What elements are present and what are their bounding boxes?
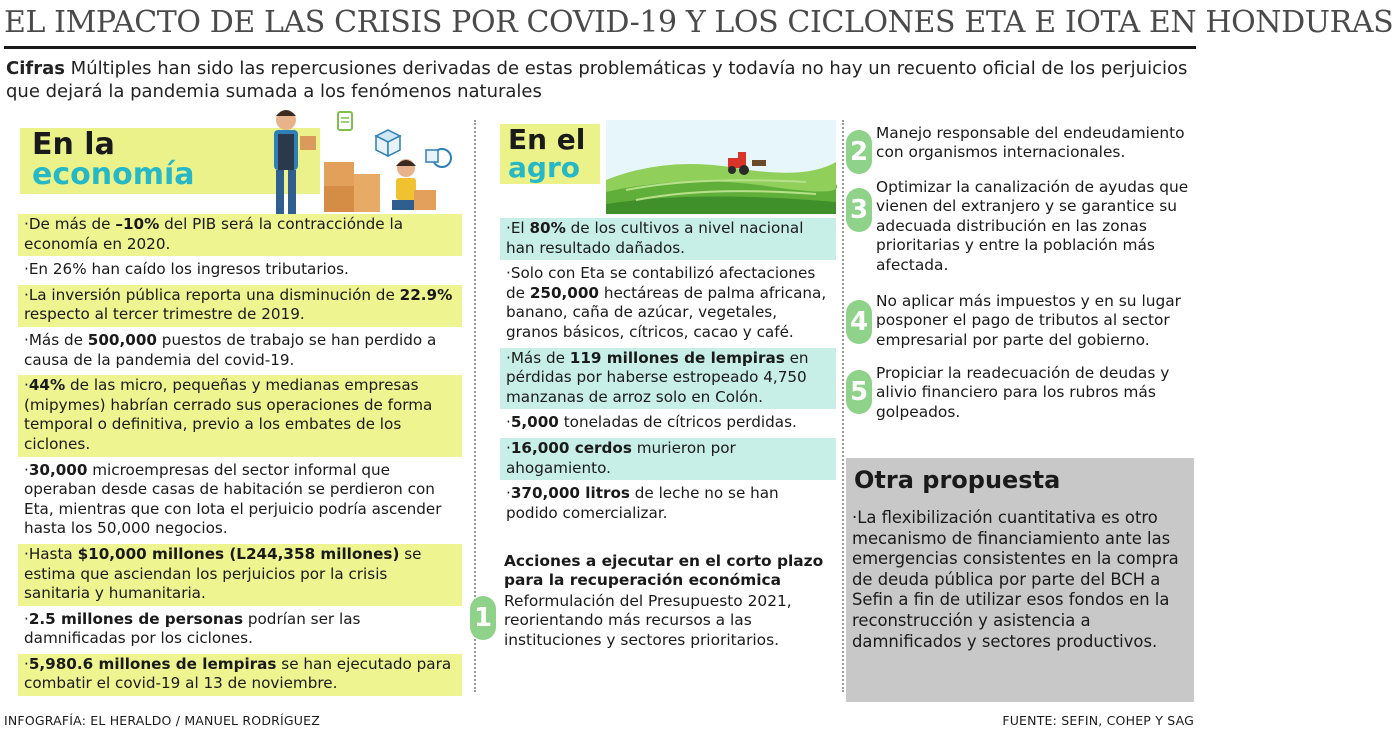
agro-heading-bottom: agro [508, 151, 580, 184]
title-rule [4, 46, 1196, 49]
list-item: ·En 26% han caído los ingresos tributarios. [24, 260, 349, 279]
subtitle-lead: Cifras [6, 58, 65, 79]
actions-heading: Acciones a ejecutar en el corto plazo para la recuperación económica [504, 552, 824, 589]
tractor-field-illustration [606, 120, 836, 214]
agro-heading [500, 124, 600, 184]
otra-propuesta-title: Otra propuesta [854, 466, 1061, 494]
list-item: ·16,000 cerdos murieron por ahogamiento. [500, 438, 836, 480]
list-item: ·5,000 toneladas de cítricos perdidas. [506, 413, 797, 432]
list-item: ·Más de 500,000 puestos de trabajo se han perdido a causa de la pandemia del covid-19. [24, 330, 437, 369]
list-item: ·5,980.6 millones de lempiras se han ejecutado para combatir el covid-19 al 13 de noviembre. [18, 654, 462, 696]
economia-list [18, 214, 462, 699]
economia-heading-bottom: economía [32, 157, 195, 192]
list-item: ·La inversión pública reporta una disminución de 22.9% respecto al tercer trimestre de 2019. [18, 285, 462, 327]
list-item: ·30,000 microempresas del sector informal que operaban desde casas de habitación se perdieron con Eta, mientras que con Iota el perjuicio podría ascender hasta los 50,000 negocios. [24, 460, 442, 538]
economia-heading-top: En la [32, 127, 115, 162]
action-number-5: 5 [846, 370, 872, 414]
footer-credit: INFOGRAFÍA: EL HERALDO / MANUEL RODRÍGUEZ [4, 713, 321, 728]
list-item: ·Más de 119 millones de lempiras en pérdidas por haberse estropeado 4,750 manzanas de arroz solo en Colón. [500, 348, 836, 410]
action-text-3: Optimizar la canalización de ayudas que vienen del extranjero y se garantice su adecuada distribución en las zonas prioritarias y entre la población más afectada. [876, 178, 1189, 274]
subtitle [6, 57, 1196, 103]
footer-source: FUENTE: SEFIN, COHEP Y SAG [1002, 713, 1194, 728]
list-item: ·De más de –10% del PIB será la contracciónde la economía en 2020. [18, 214, 462, 256]
list-item: ·2.5 millones de personas podrían ser las damnificadas por los ciclones. [24, 609, 361, 648]
list-item: ·370,000 litros de leche no se han podido comercializar. [506, 484, 779, 522]
action-number-2: 2 [846, 130, 872, 174]
workers-boxes-illustration [256, 106, 466, 226]
action-text-4: No aplicar más impuestos y en su lugar posponer el pago de tributos al sector empresarial por parte del gobierno. [876, 292, 1182, 349]
agro-list [500, 218, 836, 528]
otra-propuesta-panel [846, 458, 1194, 702]
otra-propuesta-text: ·La flexibilización cuantitativa es otro mecanismo de financiamiento ante las emergencias consistentes en la compra de deuda pública por parte del BCH a Sefin a fin de utilizar esos fondos en la reconstrucción y asistencia a damnificados y sectores productivos. [852, 508, 1179, 651]
action-number-1: 1 [470, 596, 496, 640]
subtitle-text: Múltiples han sido las repercusiones derivadas de estas problemáticas y todavía no hay un recuento oficial de los perjuicios que dejará la pandemia sumada a los fenómenos naturales [6, 58, 1188, 102]
list-item: ·El 80% de los cultivos a nivel nacional han resultado dañados. [500, 218, 836, 260]
page-title: EL IMPACTO DE LAS CRISIS POR COVID-19 Y LOS CICLONES ETA E IOTA EN HONDURAS [4, 5, 1393, 40]
list-item: ·Solo con Eta se contabilizó afectaciones de 250,000 hectáreas de palma africana, banano, caña de azúcar, vegetales, granos básicos, cítricos, cacao y café. [506, 264, 827, 341]
list-item: ·Hasta $10,000 millones (L244,358 millones) se estima que asciendan los perjuicios por la crisis sanitaria y humanitaria. [18, 544, 462, 606]
list-item: ·44% de las micro, pequeñas y medianas empresas (mipymes) habrían cerrado sus operaciones de forma temporal o definitiva, previo a los embates de los ciclones. [18, 375, 462, 456]
agro-heading-top: En el [508, 123, 586, 156]
action-text-1: Reformulación del Presupuesto 2021, reorientando más recursos a las instituciones y sectores prioritarios. [504, 592, 792, 649]
action-text-5: Propiciar la readecuación de deudas y alivio financiero para los rubros más golpeados. [876, 364, 1170, 421]
action-number-4: 4 [846, 300, 872, 344]
column-divider-2 [842, 120, 844, 692]
action-number-3: 3 [846, 188, 872, 232]
action-text-2: Manejo responsable del endeudamiento con organismos internacionales. [876, 124, 1185, 162]
